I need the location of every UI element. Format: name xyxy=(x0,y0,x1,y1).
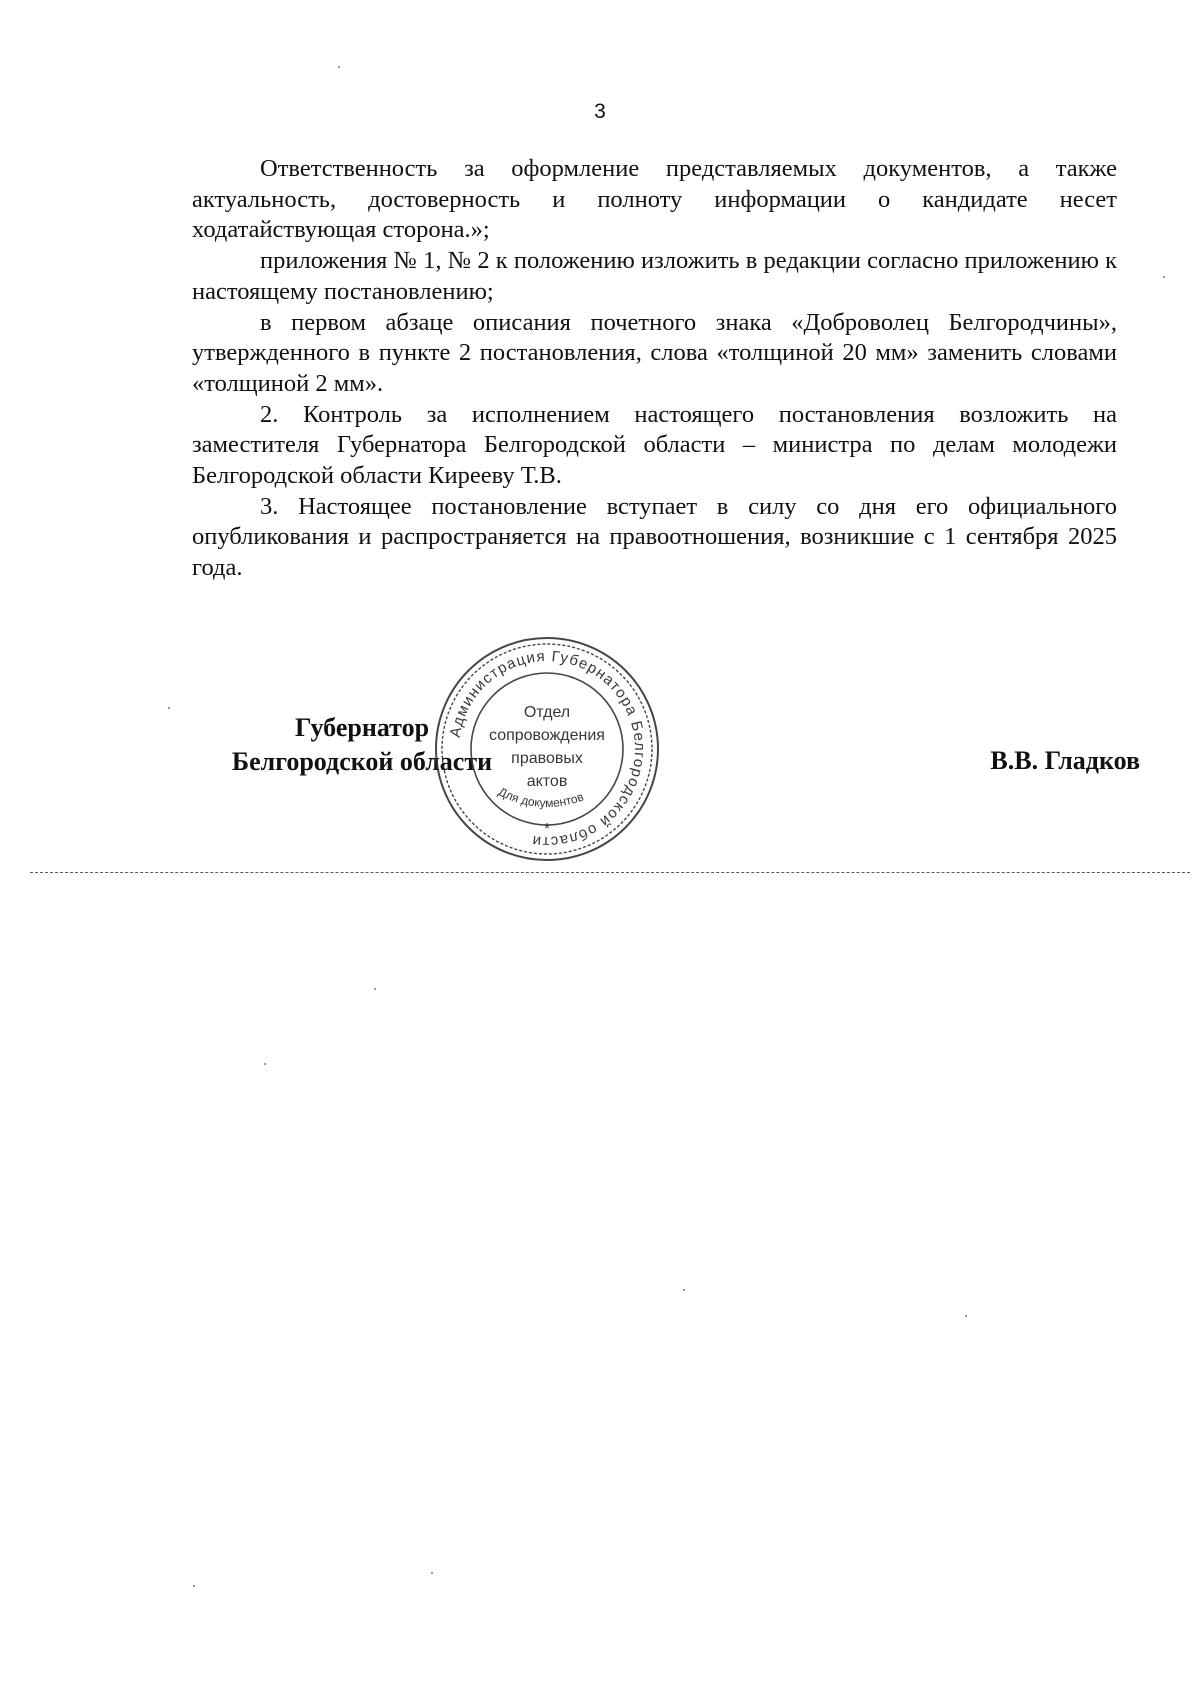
scan-speck xyxy=(374,988,376,990)
official-seal xyxy=(432,634,662,864)
seal-bottom-text: Для документов xyxy=(496,784,586,811)
paragraph-appendices: приложения № 1, № 2 к положению изложить в редакции согласно приложению к настоящему постановлению; xyxy=(192,247,1117,305)
paragraph-control: 2. Контроль за исполнением настоящего постановления возложить на заместителя Губернатора Белгородской области – министра по делам молодежи Белгородской области Кирееву Т.В. xyxy=(192,400,1117,490)
dashed-divider xyxy=(30,872,1190,873)
scan-speck xyxy=(193,1585,195,1587)
paragraph-responsibility: Ответственность за оформление представляемых документов, а также актуальность, достоверность и полноту информации о кандидате несет ходатайствующая сторона.»; xyxy=(192,155,1117,244)
seal-ring-text: Администрация Губернатора Белгородской области xyxy=(446,647,649,851)
scan-speck xyxy=(338,66,340,68)
paragraph-badge-description: в первом абзаце описания почетного знака «Доброволец Белгородчины», утвержденного в пункте 2 постановления, слова «толщиной 20 мм» заменить словами «толщиной 2 мм». xyxy=(192,308,1117,397)
signatory-title-line2: Белгородской области xyxy=(231,747,493,776)
seal-center-line3: правовых xyxy=(511,750,583,767)
seal-center-line4: актов xyxy=(526,773,568,790)
scan-speck xyxy=(965,1315,967,1317)
seal-center-line1: Отдел xyxy=(523,704,571,721)
seal-star: * xyxy=(543,821,551,838)
seal-center-line2: сопровождения xyxy=(489,727,605,744)
page-number: 3 xyxy=(594,100,606,123)
signatory-name: В.В. Гладков xyxy=(990,746,1140,775)
scan-speck xyxy=(683,1289,685,1291)
scan-speck xyxy=(168,707,170,709)
scan-speck xyxy=(264,1063,266,1065)
document-body xyxy=(192,154,1117,584)
signatory-title-line1: Губернатор xyxy=(294,713,430,742)
paragraph-effective-date: 3. Настоящее постановление вступает в силу со дня его официального опубликования и распространяется на правоотношения, возникшие с 1 сентября 2025 года. xyxy=(192,492,1117,582)
scan-speck xyxy=(431,1572,433,1574)
scan-speck xyxy=(1163,276,1165,278)
